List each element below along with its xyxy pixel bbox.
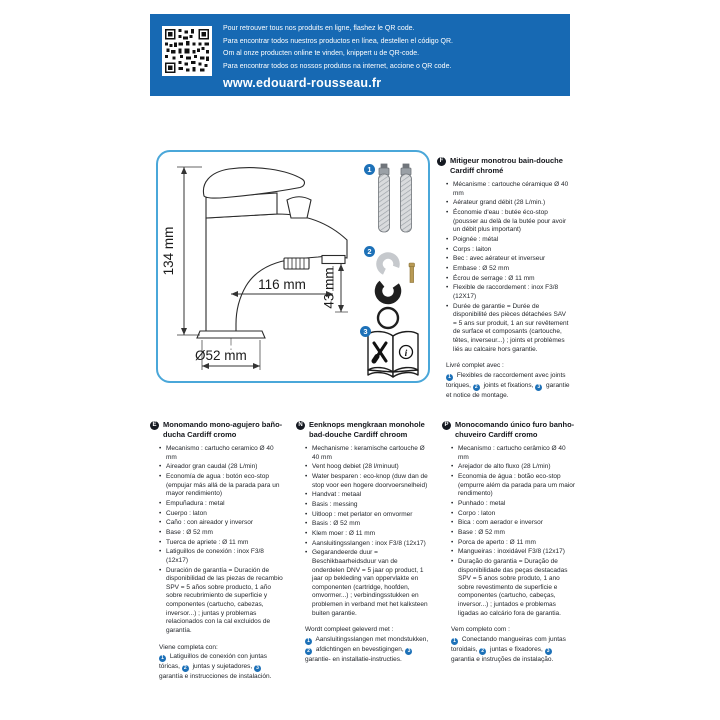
spec-bullet: • Économie d'eau : butée éco-stop (pousser au delà de la butée pour avoir un débit plus important) bbox=[446, 209, 571, 235]
spec-bullet: • Base : Ø 52 mm bbox=[451, 529, 576, 538]
spec-bullet: • Tuerca de apriete : Ø 11 mm bbox=[159, 539, 284, 548]
spec-bullet: • Mecanismo : cartucho ceramico Ø 40 mm bbox=[159, 445, 284, 462]
spec-bullet: • Economía de agua : botón eco-stop (empujar más allá de la parada para un mayor rendimiento) bbox=[159, 473, 284, 499]
banner-line-pt: Para encontrar todos os nossos produtos na internet, accione o QR code. bbox=[223, 62, 452, 70]
part-booklet bbox=[362, 326, 424, 378]
spec-bullet: • Mécanisme : cartouche céramique Ø 40 mm bbox=[446, 181, 571, 198]
included-3-badge: 3 bbox=[545, 648, 552, 655]
info-icon: i bbox=[404, 349, 408, 359]
spec-bullet: • Flexible de raccordement : inox F3/8 (12X17) bbox=[446, 284, 571, 301]
product-title-text: Monomando mono-agujero baño-ducha Cardiff cromo bbox=[163, 420, 283, 439]
spec-bullet: • Duração do garantia = Duração de disponibilidade das peças destacadas SPV = 5 anos sobre produto, 1 ano sobre revestimento de superficie e componentes (cartucho, cabeças, inversor...) ; juntados e problemas ligadas ao calcário fora de garantia. bbox=[451, 558, 576, 618]
included-3-text: garantie- en installatie-instructies. bbox=[305, 655, 402, 663]
spec-list-nl bbox=[296, 445, 430, 618]
spec-column-fr bbox=[437, 156, 571, 400]
included-2-text: juntas e fixadores, bbox=[490, 645, 543, 653]
included-3-badge: 3 bbox=[535, 384, 542, 391]
banner-line-fr: Pour retrouver tous nos produits en ligne, flashez le QR code. bbox=[223, 25, 415, 32]
included-1-text: Latiguillos de conexión con juntas tóricas, bbox=[159, 652, 268, 670]
included-intro: Vem completo com : bbox=[451, 626, 510, 634]
product-title-nl bbox=[296, 420, 430, 439]
lang-badge-es: E bbox=[150, 421, 159, 430]
spec-bullet: • Corpo : laton bbox=[451, 510, 576, 519]
product-title-pt bbox=[442, 420, 576, 439]
diverter-knob bbox=[287, 197, 311, 218]
spec-bullet: • Gegarandeerde duur = Beschikbaarheidsduur van de onderdelen DNV = 5 jaar op product, 1 jaar op bekleding van oppervlakte en componenten (cartridge, hoofden, omvormer...) ; verbindingsstukken en problemen in verband met het kalksteen buiten garantie. bbox=[305, 549, 430, 618]
included-3-text: garantie et notice de montage. bbox=[446, 381, 570, 399]
spec-bullet: • Punhado : metal bbox=[451, 500, 576, 509]
banner-line-nl: Om al onze producten online te vinden, knippert u de QR-code. bbox=[223, 50, 420, 58]
included-list-es bbox=[150, 643, 284, 682]
part-hoses bbox=[362, 162, 424, 238]
spec-bullet: • Mechanisme : keramische cartouche Ø 40 mm bbox=[305, 445, 430, 462]
product-title-text: Mitigeur monotrou bain-douche Cardiff chromé bbox=[450, 156, 563, 175]
spec-bullet: • Arejador de alto fluxo (28 L/min) bbox=[451, 463, 576, 472]
included-2-text: juntas y sujetadores, bbox=[192, 662, 253, 670]
included-intro: Wordt compleet geleverd met : bbox=[305, 626, 394, 634]
callout-3-badge: 3 bbox=[360, 326, 371, 337]
spec-bullet: • Corps : laiton bbox=[446, 246, 571, 255]
lang-badge-pt: P bbox=[442, 421, 451, 430]
spec-list-fr bbox=[437, 181, 571, 354]
spec-bullet: • Caño : con aireador y inversor bbox=[159, 519, 284, 528]
product-title-text: Monocomando único furo banho-chuveiro Cardiff cromo bbox=[455, 420, 575, 439]
included-1-badge: 1 bbox=[159, 655, 166, 662]
qr-code-icon bbox=[165, 29, 209, 73]
spec-bullet: • Embase : Ø 52 mm bbox=[446, 265, 571, 274]
spec-list-pt bbox=[442, 445, 576, 618]
spec-bullet: • Poignée : métal bbox=[446, 236, 571, 245]
spec-bullet: • Handvat : metaal bbox=[305, 491, 430, 500]
qr-banner bbox=[150, 14, 570, 96]
dim-base-label: Ø52 mm bbox=[195, 348, 247, 363]
spec-bullet: • Mecanismo : cartucho cerâmico Ø 40 mm bbox=[451, 445, 576, 462]
included-list-fr bbox=[437, 361, 571, 400]
included-3-text: garantia e instruções de instalação. bbox=[451, 655, 554, 663]
spec-bullet: • Aireador gran caudal (28 L/min) bbox=[159, 463, 284, 472]
spec-bullet: • Bec : avec aérateur et inverseur bbox=[446, 255, 571, 264]
included-3-text: garantía e instrucciones de instalación. bbox=[159, 672, 272, 680]
included-2-text: joints et fixations, bbox=[483, 381, 534, 389]
faucet-outline bbox=[197, 168, 347, 338]
shower-outlet bbox=[322, 256, 345, 264]
included-3-badge: 3 bbox=[254, 665, 261, 672]
spec-bullet: • Porca de aperto : Ø 11 mm bbox=[451, 539, 576, 548]
product-title-text: Eenknops mengkraan monohole bad-douche Cardiff chroom bbox=[309, 420, 425, 439]
included-3-badge: 3 bbox=[405, 648, 412, 655]
spec-bullet: • Uitloop : met perlator en omvormer bbox=[305, 511, 430, 520]
spec-bullet: • Duración de garantía = Duración de disponibilidad de las piezas de recambio SPV = 5 años sobre producto, 1 año sobre recubrimiento de superficie y componentes (cartucho, cabezas, inversor...) ; juntas y problemas relacionados con la cal excluidos de garantía. bbox=[159, 567, 284, 636]
spec-bullet: • Durée de garantie = Durée de disponibilité des pièces détachées SAV = 5 ans sur produit, 1 an sur revêtement de surface et composants (cartouche, têtes, inverseur...) ; joints et problèmes liés au calcaire hors garantie. bbox=[446, 303, 571, 355]
seals-and-fixings-icon bbox=[364, 248, 422, 332]
included-2-badge: 2 bbox=[473, 384, 480, 391]
dim-reach-label: 116 mm bbox=[258, 277, 306, 292]
callout-2-badge: 2 bbox=[364, 246, 375, 257]
included-1-text: Aansluitingsslangen met mondstukken, bbox=[315, 635, 429, 643]
included-2-text: afdichtingen en bevestigingen, bbox=[315, 645, 404, 653]
dim-height-label: 134 mm bbox=[161, 226, 176, 276]
part-fixings bbox=[362, 246, 424, 332]
included-1-badge: 1 bbox=[446, 374, 453, 381]
spec-bullet: • Water besparen : eco-knop (duw dan de stop voor een hogere doorvoersnelheid) bbox=[305, 473, 430, 490]
included-list-pt bbox=[442, 625, 576, 664]
product-title-es bbox=[150, 420, 284, 439]
spec-bullet: • Bica : com aerador e inversor bbox=[451, 519, 576, 528]
spec-column-es bbox=[150, 420, 284, 681]
included-1-text: Conectando mangueiras com juntas toroidais, bbox=[451, 635, 566, 653]
spec-bullet: • Aérateur grand débit (28 L/min.) bbox=[446, 199, 571, 208]
faucet-handle bbox=[203, 168, 304, 199]
spec-bullet: • Basis : Ø 52 mm bbox=[305, 520, 430, 529]
included-1-text: Flexibles de raccordement avec joints toriques, bbox=[446, 371, 566, 389]
instructions-book-icon bbox=[364, 328, 422, 384]
bottom-columns bbox=[150, 420, 576, 681]
spec-bullet: • Cuerpo : laton bbox=[159, 510, 284, 519]
spec-list-es bbox=[150, 445, 284, 635]
spec-column-pt bbox=[442, 420, 576, 681]
spec-bullet: • Aansluitingsslangen : inox F3/8 (12x17) bbox=[305, 540, 430, 549]
dim-outlet-label: 43 mm bbox=[321, 267, 337, 309]
banner-line-es: Para encontrar todos nuestros productos en línea, destellen el código QR. bbox=[223, 37, 453, 45]
included-2-badge: 2 bbox=[479, 648, 486, 655]
technical-drawing-box bbox=[156, 150, 430, 383]
spec-bullet: • Klem moer : Ø 11 mm bbox=[305, 530, 430, 539]
spec-bullet: • Écrou de serrage : Ø 11 mm bbox=[446, 275, 571, 284]
included-2-badge: 2 bbox=[305, 648, 312, 655]
included-parts-strip bbox=[362, 156, 424, 378]
spec-bullet: • Base : Ø 52 mm bbox=[159, 529, 284, 538]
spec-bullet: • Vent hoog debiet (28 l/minuut) bbox=[305, 463, 430, 472]
spec-bullet: • Mangueiras : inoxidável F3/8 (12x17) bbox=[451, 548, 576, 557]
qr-code-icon bbox=[162, 26, 212, 76]
included-intro: Livré complet avec : bbox=[446, 362, 504, 370]
included-intro: Viene completa con: bbox=[159, 643, 218, 651]
spec-bullet: • Basis : messing bbox=[305, 501, 430, 510]
spec-bullet: • Empuñadura : metal bbox=[159, 500, 284, 509]
spec-column-nl bbox=[296, 420, 430, 681]
included-2-badge: 2 bbox=[182, 665, 189, 672]
spec-bullet: • Latiguillos de conexión : inox F3/8 (12x17) bbox=[159, 548, 284, 565]
product-title-fr bbox=[437, 156, 571, 175]
included-list-nl bbox=[296, 625, 430, 664]
included-1-badge: 1 bbox=[305, 638, 312, 645]
lang-badge-nl: N bbox=[296, 421, 305, 430]
included-1-badge: 1 bbox=[451, 638, 458, 645]
faucet-base bbox=[197, 331, 265, 338]
website-url: www.edouard-rousseau.fr bbox=[223, 76, 382, 91]
flexible-hoses-icon bbox=[366, 162, 424, 236]
faucet-technical-drawing bbox=[160, 154, 368, 380]
spec-bullet: • Economia de água : botão eco-stop (empurre além da parada para um maior rendimento) bbox=[451, 473, 576, 499]
lang-badge-fr: F bbox=[437, 157, 446, 166]
callout-1-badge: 1 bbox=[364, 164, 375, 175]
